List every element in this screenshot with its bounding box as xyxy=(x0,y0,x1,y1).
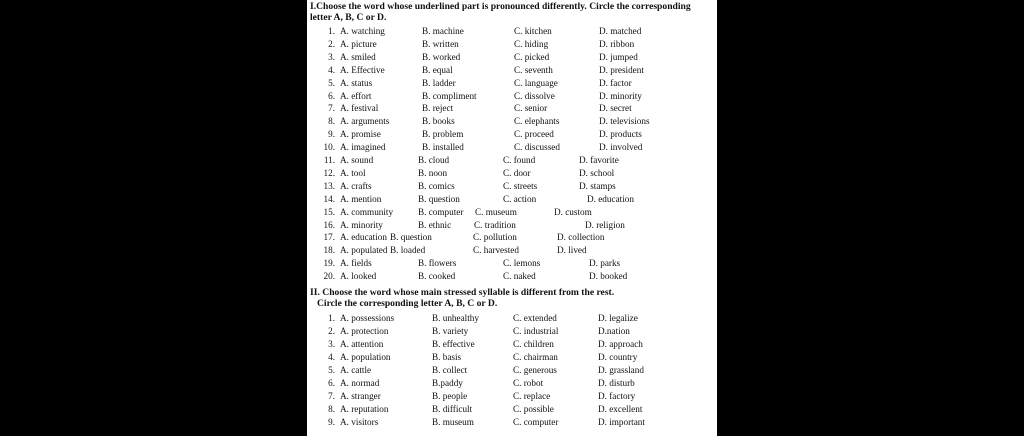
option-c: C. naked xyxy=(503,271,536,282)
question-row xyxy=(307,312,717,325)
option-c: C. language xyxy=(514,77,558,88)
option-a: A. stranger xyxy=(340,391,381,401)
option-b: B. flowers xyxy=(418,258,457,269)
option-b: B. ladder xyxy=(422,77,456,88)
option-c: C. robot xyxy=(513,378,544,388)
option-b: B. machine xyxy=(422,26,464,36)
option-c: C. dissolve xyxy=(514,90,555,101)
option-a: A. fields xyxy=(340,258,372,269)
question-row xyxy=(307,102,717,115)
question-number: 2. xyxy=(328,326,335,336)
option-c: C. pollution xyxy=(473,232,517,243)
option-c: C. computer xyxy=(513,417,559,427)
option-c: C. door xyxy=(503,167,531,178)
option-d: D. collection xyxy=(557,232,605,243)
option-d: D. factory xyxy=(598,391,636,401)
option-a: A. mention xyxy=(340,193,382,204)
option-a: A. education xyxy=(340,232,387,243)
question-number: 3. xyxy=(328,339,335,349)
question-row xyxy=(307,257,717,270)
question-row xyxy=(307,154,717,167)
option-c: C. chairman xyxy=(513,352,558,362)
option-b: B. variety xyxy=(432,326,469,336)
option-c: C. seventh xyxy=(514,64,553,75)
question-number: 17. xyxy=(323,232,335,243)
question-row xyxy=(307,351,717,364)
option-c: C. hiding xyxy=(514,38,549,49)
option-d: D. education xyxy=(587,193,634,204)
question-row xyxy=(307,25,717,38)
question-row xyxy=(307,338,717,351)
option-c: C. lemons xyxy=(503,258,541,269)
option-a: A. arguments xyxy=(340,116,390,127)
option-a: A. populated xyxy=(340,245,388,256)
option-b: B. loaded xyxy=(390,245,426,256)
option-c: C. found xyxy=(503,155,536,165)
option-d: D.nation xyxy=(598,326,630,336)
option-b: B. cooked xyxy=(418,271,456,282)
option-c: C. children xyxy=(513,339,554,349)
option-b: B. equal xyxy=(422,64,453,75)
option-a: A. community xyxy=(340,206,394,217)
option-a: A. crafts xyxy=(340,180,372,191)
question-number: 5. xyxy=(328,365,335,375)
option-a: A. tool xyxy=(340,167,366,178)
option-d: D. ribbon xyxy=(599,38,635,49)
option-c: C. streets xyxy=(503,180,538,191)
option-a: A. imagined xyxy=(340,142,386,153)
option-b: B. museum xyxy=(432,417,474,427)
question-row xyxy=(307,206,717,219)
question-row xyxy=(307,141,717,154)
option-a: A. protection xyxy=(340,326,389,336)
option-b: B. books xyxy=(422,116,455,127)
option-b: B. computer xyxy=(418,206,464,217)
question-number: 9. xyxy=(328,129,335,140)
question-row xyxy=(307,244,717,257)
question-row xyxy=(307,325,717,338)
option-c: C. generous xyxy=(513,365,557,375)
option-c: C. industrial xyxy=(513,326,559,336)
question-number: 16. xyxy=(323,219,335,230)
option-b: B. worked xyxy=(422,51,461,62)
option-b: B. difficult xyxy=(432,404,473,414)
option-b: B. cloud xyxy=(418,155,450,165)
option-a: A. reputation xyxy=(340,404,389,414)
worksheet-page xyxy=(307,0,717,436)
option-d: D. disturb xyxy=(598,378,635,388)
section2-title-line1: II. Choose the word whose main stressed syllable is different from the rest. xyxy=(310,287,615,298)
option-a: A. status xyxy=(340,77,373,88)
option-d: D. booked xyxy=(589,271,628,282)
option-d: D. president xyxy=(599,64,644,75)
option-c: C. kitchen xyxy=(514,26,552,36)
option-d: D. custom xyxy=(554,206,592,217)
question-number: 1. xyxy=(328,26,335,36)
question-number: 11. xyxy=(323,155,335,165)
question-number: 14. xyxy=(323,193,335,204)
question-row xyxy=(307,90,717,103)
question-row xyxy=(307,364,717,377)
question-row xyxy=(307,193,717,206)
question-row xyxy=(307,403,717,416)
option-d: D. excellent xyxy=(598,404,643,414)
option-a: A. Effective xyxy=(340,64,385,75)
option-a: A. visitors xyxy=(340,417,379,427)
option-b: B. compliment xyxy=(422,90,477,101)
option-b: B. noon xyxy=(418,167,448,178)
option-d: D. factor xyxy=(599,77,632,88)
question-number: 5. xyxy=(328,77,335,88)
option-a: A. population xyxy=(340,352,391,362)
option-d: D. grassland xyxy=(598,365,644,375)
option-a: A. attention xyxy=(340,339,384,349)
question-number: 4. xyxy=(328,64,335,75)
option-c: C. elephants xyxy=(514,116,560,127)
question-row xyxy=(307,390,717,403)
option-c: C. action xyxy=(503,193,537,204)
question-number: 6. xyxy=(328,90,335,101)
option-b: B. comics xyxy=(418,180,455,191)
question-row xyxy=(307,180,717,193)
question-number: 8. xyxy=(328,116,335,127)
option-b: B. collect xyxy=(432,365,468,375)
option-d: D. school xyxy=(579,167,615,178)
option-c: C. museum xyxy=(475,206,517,217)
option-b: B. people xyxy=(432,391,468,401)
option-d: D. secret xyxy=(599,103,632,114)
question-row xyxy=(307,38,717,51)
option-a: A. watching xyxy=(340,26,385,36)
option-d: D. parks xyxy=(589,258,621,269)
option-a: A. cattle xyxy=(340,365,372,375)
option-b: B. ethnic xyxy=(418,219,452,230)
option-b: B. unhealthy xyxy=(432,313,479,323)
question-number: 2. xyxy=(328,38,335,49)
option-d: D. religion xyxy=(585,219,625,230)
option-d: D. stamps xyxy=(579,180,616,191)
section1-title-line2: letter A, B, C or D. xyxy=(310,12,387,23)
option-a: A. effort xyxy=(340,90,372,101)
question-number: 1. xyxy=(328,313,335,323)
question-row xyxy=(307,167,717,180)
question-row xyxy=(307,416,717,429)
option-d: D. legalize xyxy=(598,313,638,323)
option-c: C. possible xyxy=(513,404,554,414)
option-c: C. harvested xyxy=(473,245,519,256)
question-number: 7. xyxy=(328,391,335,401)
option-b: B. basis xyxy=(432,352,462,362)
question-row xyxy=(307,128,717,141)
option-b: B.paddy xyxy=(432,378,463,388)
question-number: 13. xyxy=(323,180,335,191)
option-d: D. approach xyxy=(598,339,643,349)
question-number: 6. xyxy=(328,378,335,388)
option-b: B. effective xyxy=(432,339,475,349)
question-row xyxy=(307,115,717,128)
question-number: 4. xyxy=(328,352,335,362)
option-a: A. looked xyxy=(340,271,377,282)
option-c: C. extended xyxy=(513,313,557,323)
question-number: 9. xyxy=(328,417,335,427)
section2-title-line2: Circle the corresponding letter A, B, C or D. xyxy=(317,298,498,309)
option-c: C. discussed xyxy=(514,142,560,153)
option-b: B. written xyxy=(422,38,459,49)
option-a: A. sound xyxy=(340,155,374,165)
question-row xyxy=(307,219,717,232)
option-a: A. minority xyxy=(340,219,383,230)
option-a: A. normad xyxy=(340,378,380,388)
option-b: B. installed xyxy=(422,142,464,153)
question-number: 18. xyxy=(323,245,335,256)
option-d: D. important xyxy=(598,417,645,427)
option-d: D. favorite xyxy=(579,155,619,165)
option-b: B. question xyxy=(390,232,432,243)
question-number: 8. xyxy=(328,404,335,414)
question-row xyxy=(307,77,717,90)
option-d: D. involved xyxy=(599,142,643,153)
option-d: D. jumped xyxy=(599,51,638,62)
option-d: D. products xyxy=(599,129,642,140)
section1-title-line1: I.Choose the word whose underlined part is pronounced differently. Circle the corresponding xyxy=(310,1,691,12)
option-d: D. televisions xyxy=(599,116,650,127)
question-number: 3. xyxy=(328,51,335,62)
option-c: C. picked xyxy=(514,51,550,62)
question-number: 7. xyxy=(328,103,335,114)
question-row xyxy=(307,270,717,283)
option-c: C. senior xyxy=(514,103,548,114)
question-number: 12. xyxy=(323,167,335,178)
option-a: A. smiled xyxy=(340,51,376,62)
option-d: D. lived xyxy=(557,245,587,256)
option-b: B. problem xyxy=(422,129,464,140)
option-a: A. possessions xyxy=(340,313,395,323)
option-d: D. minority xyxy=(599,90,642,101)
option-d: D. country xyxy=(598,352,638,362)
question-row xyxy=(307,64,717,77)
option-c: C. proceed xyxy=(514,129,554,140)
question-number: 20. xyxy=(323,271,335,282)
option-c: C. replace xyxy=(513,391,551,401)
option-a: A. festival xyxy=(340,103,379,114)
option-d: D. matched xyxy=(599,26,642,36)
option-b: B. reject xyxy=(422,103,454,114)
question-number: 10. xyxy=(323,142,335,153)
question-number: 15. xyxy=(323,206,335,217)
question-row xyxy=(307,51,717,64)
option-b: B. question xyxy=(418,193,460,204)
option-c: C. tradition xyxy=(474,219,516,230)
option-a: A. picture xyxy=(340,38,377,49)
question-row xyxy=(307,377,717,390)
option-a: A. promise xyxy=(340,129,381,140)
question-row xyxy=(307,231,717,244)
question-number: 19. xyxy=(323,258,335,269)
